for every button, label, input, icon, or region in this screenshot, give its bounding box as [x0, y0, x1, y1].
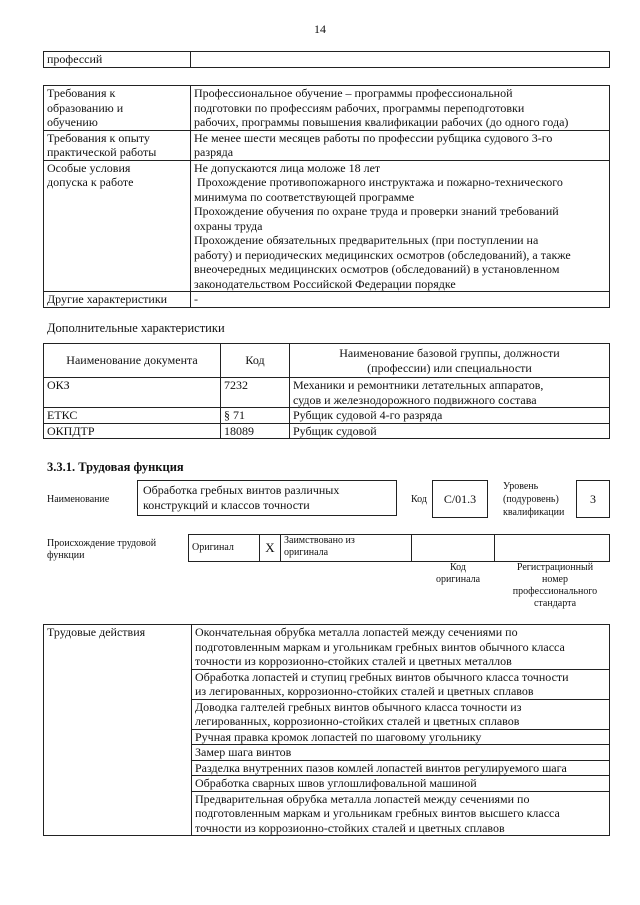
header-name: Наименование базовой группы, должности (профессии) или специальности: [290, 344, 610, 378]
cell-name: Рубщик судовой: [290, 423, 610, 439]
labor-action-item: Замер шага винтов: [192, 745, 610, 761]
requirement-row-education: [44, 86, 610, 131]
labor-action-item: Разделка внутренних пазов комлей лопастей винтов регулируемого шага: [192, 760, 610, 776]
registration-number-cell: [495, 535, 610, 562]
registration-number-caption: Регистрационный номер профессионального стандарта: [512, 562, 598, 609]
labor-action-item: Предварительная обрубка металла лопастей между сечениями по подготовленным маркам и угольникам гребных винтов высшего класса точности из коррозионно-стойких сталей и цветных сплавов: [192, 791, 610, 836]
continuation-value: [191, 52, 610, 68]
page-number: 14: [314, 22, 326, 36]
cell-name: Механики и ремонтники летательных аппаратов, судов и железнодорожного подвижного состава: [290, 378, 610, 408]
borrowed-label: Заимствовано из оригинала: [281, 535, 412, 562]
additional-table: [43, 343, 610, 439]
additional-title: Дополнительные характеристики: [47, 321, 225, 335]
original-code-cell: [412, 535, 495, 562]
requirement-value: -: [191, 292, 610, 308]
additional-row: [44, 408, 610, 424]
requirement-row-experience: [44, 130, 610, 160]
cell-document: ОКПДТР: [44, 423, 221, 439]
cell-document: ЕТКС: [44, 408, 221, 424]
labor-actions-label: Трудовые действия: [44, 625, 192, 836]
cell-code: § 71: [221, 408, 290, 424]
labor-actions-table: [43, 624, 610, 836]
cell-name: Рубщик судовой 4-го разряда: [290, 408, 610, 424]
original-mark: Х: [260, 535, 281, 562]
labor-action-row: [44, 625, 610, 670]
requirement-label: Другие характеристики: [44, 292, 191, 308]
requirements-table: [43, 85, 610, 308]
continuation-table: [43, 51, 610, 68]
labor-action-item: Обработка сварных швов углошлифовальной машиной: [192, 776, 610, 792]
qualification-level-box: 3: [576, 480, 610, 518]
header-document: Наименование документа: [44, 344, 221, 378]
function-code-box: С/01.3: [432, 480, 488, 518]
requirement-row-other: [44, 292, 610, 308]
continuation-label: профессий: [44, 52, 191, 68]
requirement-label: Особые условия допуска к работе: [44, 160, 191, 292]
cell-code: 7232: [221, 378, 290, 408]
header-code: Код: [221, 344, 290, 378]
additional-header-row: [44, 344, 610, 378]
requirement-label: Требования к образованию и обучению: [44, 86, 191, 131]
cell-document: ОКЗ: [44, 378, 221, 408]
labor-action-item: Доводка галтелей гребных винтов обычного класса точности из легированных, коррозионно-стойких сталей и цветных сплавов: [192, 699, 610, 729]
labor-action-item: Окончательная обрубка металла лопастей между сечениями по подготовленным маркам и угольникам гребных винтов обычного класса точности из коррозионно-стойких сталей и цветных металлов: [192, 625, 610, 670]
additional-row: [44, 378, 610, 408]
requirement-value: Не менее шести месяцев работы по профессии рубщика судового 3-го разряда: [191, 130, 610, 160]
function-code-label: Код: [411, 494, 427, 505]
requirement-row-conditions: [44, 160, 610, 292]
cell-code: 18089: [221, 423, 290, 439]
original-code-caption: Код оригинала: [435, 562, 481, 585]
requirement-label: Требования к опыту практической работы: [44, 130, 191, 160]
origin-label: Происхождение трудовой функции: [47, 538, 157, 561]
requirement-value: Не допускаются лица моложе 18 лет Прохождение противопожарного инструктажа и пожарно-технического минимума по соответствующей программе Прохождение обучения по охране труда и проверки знаний требований охраны труда Прохождение обязательных предварительных (при поступлении на работу) и периодических медицинских осмотров (обследований), а также внеочередных медицинских осмотров (обследований) в установленном законодательством Российской Федерации порядке: [191, 160, 610, 292]
function-name-box: Обработка гребных винтов различных конструкций и классов точности: [137, 480, 397, 516]
original-label: Оригинал: [189, 535, 260, 562]
additional-row: [44, 423, 610, 439]
labor-action-item: Ручная правка кромок лопастей по шаговому угольнику: [192, 729, 610, 745]
function-name-label: Наименование: [47, 494, 110, 505]
labor-action-item: Обработка лопастей и ступиц гребных винтов обычного класса точности из легированных, коррозионно-стойких сталей и цветных сплавов: [192, 669, 610, 699]
section-title: 3.3.1. Трудовая функция: [47, 460, 184, 474]
requirement-value: Профессиональное обучение – программы профессиональной подготовки по профессиям рабочих, программы переподготовки рабочих, программы повышения квалификации рабочих (до одного года): [191, 86, 610, 131]
qualification-level-label: Уровень (подуровень) квалификации: [503, 481, 565, 518]
origin-table: [188, 534, 610, 562]
